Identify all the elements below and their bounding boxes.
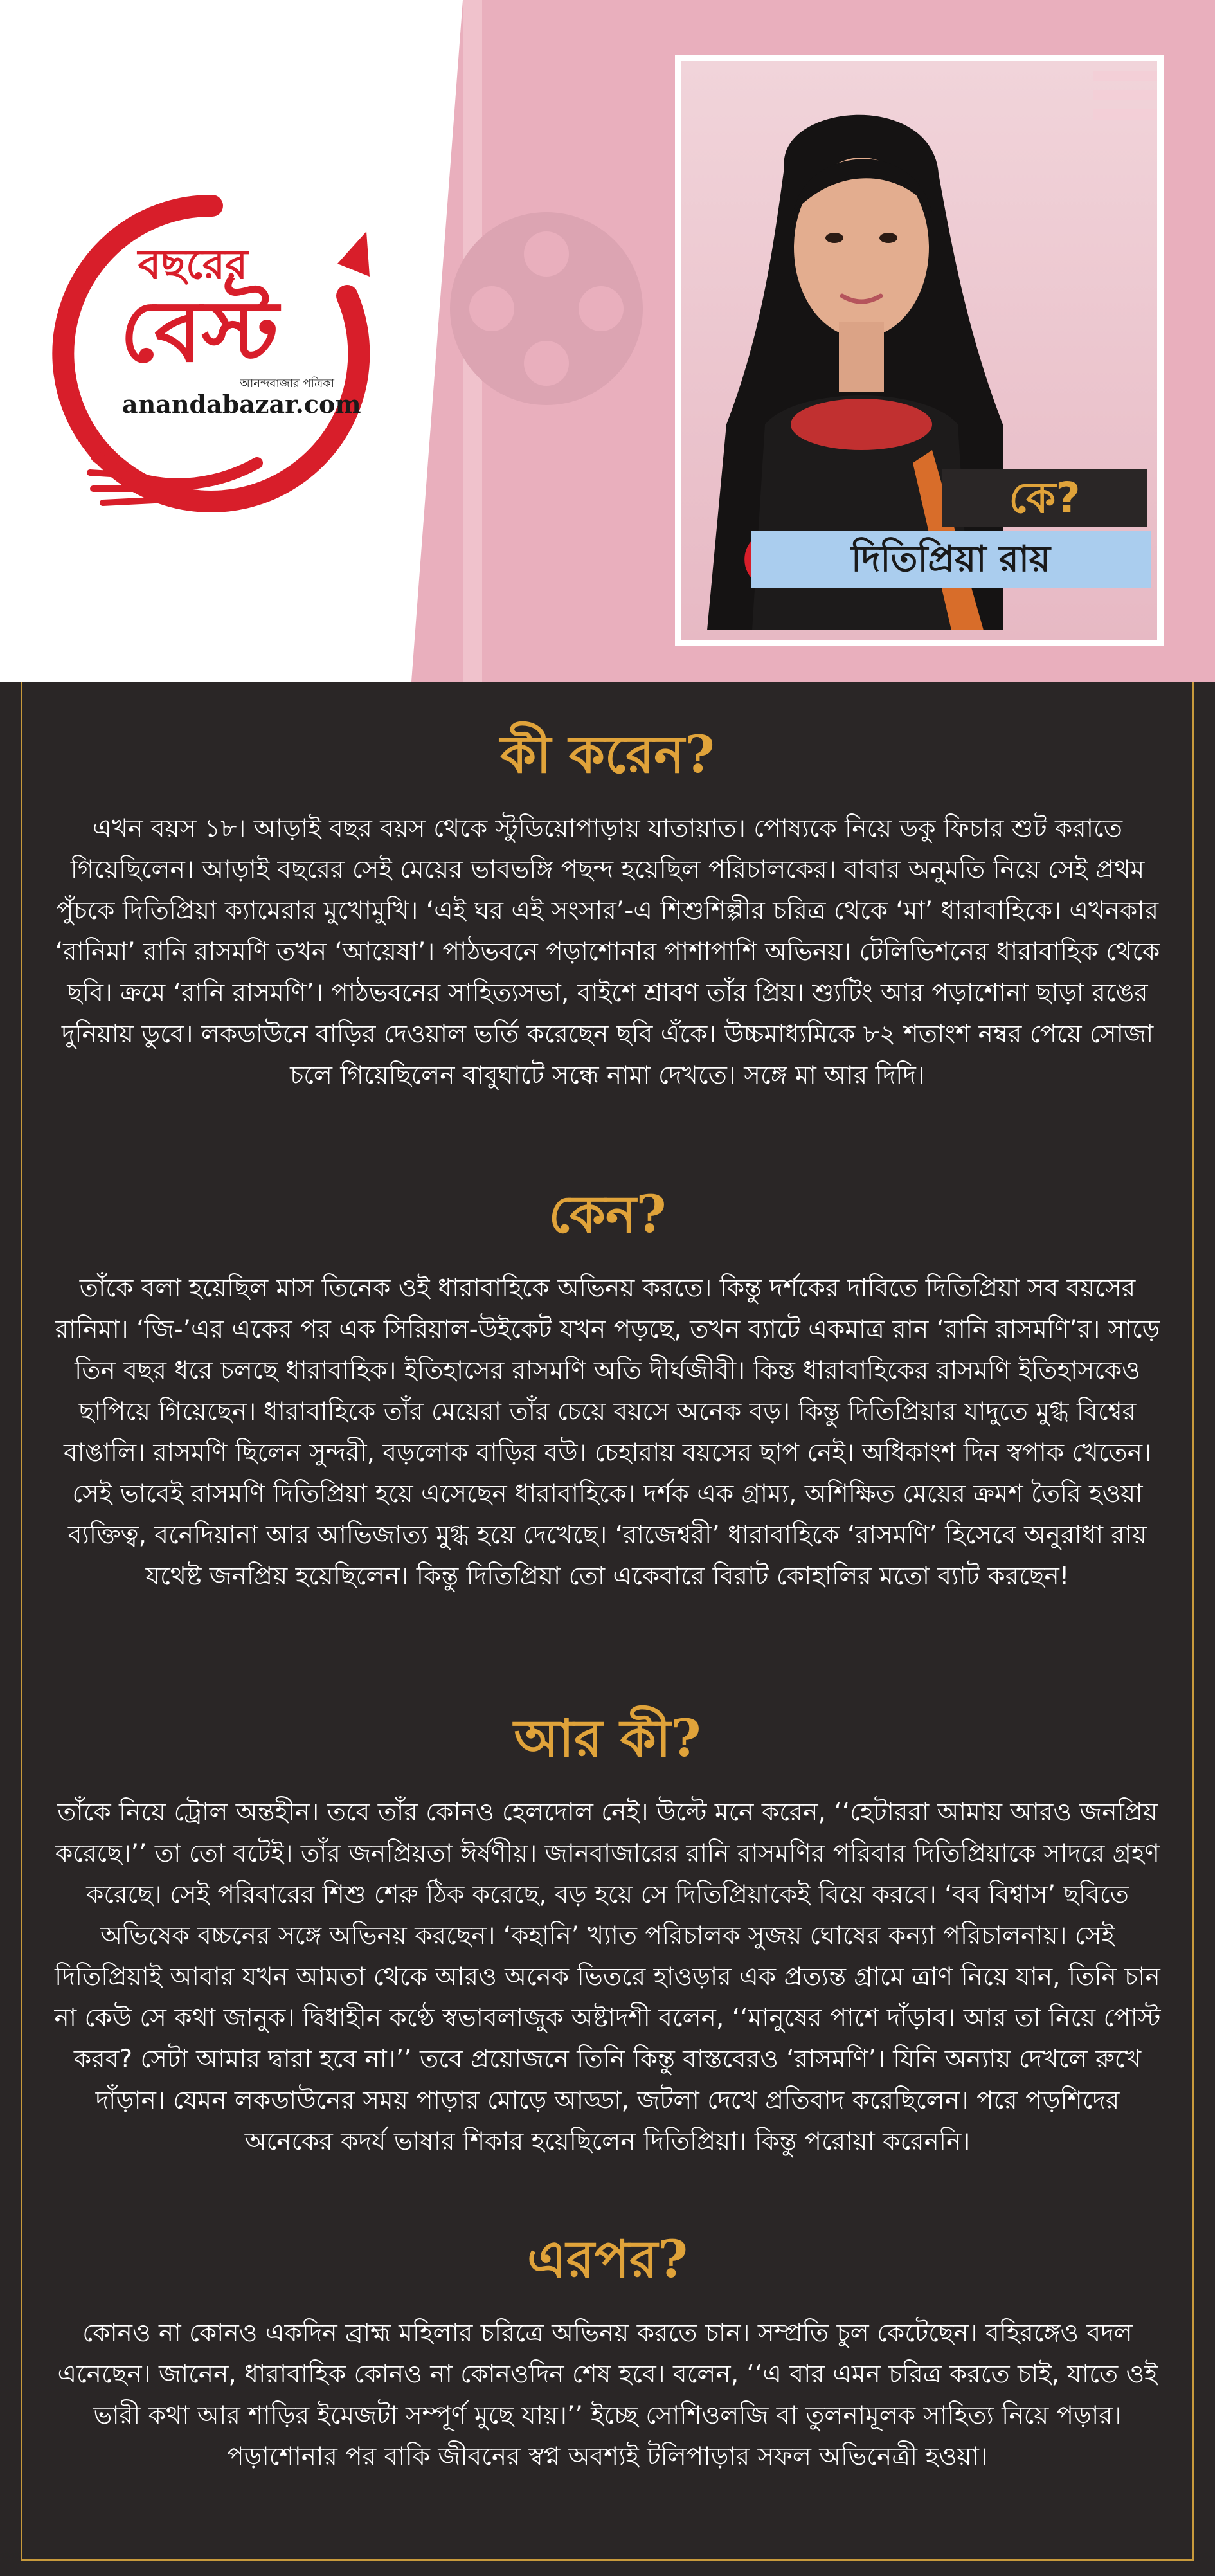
section-what-does: [51, 723, 1164, 1096]
film-reel-icon: [450, 212, 643, 405]
header-banner: [0, 0, 1215, 682]
section-heading: কেন?: [548, 1184, 667, 1244]
section-heading: কী করেন?: [500, 724, 715, 785]
section-heading: আর কী?: [514, 1708, 701, 1768]
question-tag: কে?: [942, 469, 1148, 527]
section-next: [51, 2228, 1164, 2478]
section-body: কোনও না কোনও একদিন ব্রাহ্ম মহিলার চরিত্রে অভিনয় করতে চান। সম্প্রতি চুল কেটেছেন। বহিরঙ্গেও বদল এনেছেন। জানেন, ধারাবাহিক কোনও না কোনওদিন শেষ হবে। বলেন, ‘‘এ বার এমন চরিত্র করতে চাই, যাতে ওই ভারী কথা আর শাড়ির ইমেজটা সম্পূর্ণ মুছে যায়।’’ ইচ্ছে সোশিওলজি বা তুলনামূলক সাহিত্য নিয়ে পড়ার। পড়াশোনার পর বাকি জীবনের স্বপ্ন অবশ্যই টলিপাড়ার সফল অভিনেত্রী হওয়া।: [57, 2319, 1158, 2471]
logo-domain: anandabazar.com: [122, 390, 361, 419]
section-why: [51, 1183, 1164, 1597]
logo-text-main: বেস্ট: [120, 282, 279, 381]
person-name: দিতিপ্রিয়া রায়: [751, 531, 1151, 588]
section-body: এখন বয়স ১৮। আড়াই বছর বয়স থেকে স্টুডিয়োপাড়ায় যাতায়াত। পোষ্যকে নিয়ে ডকু ফিচার শুট করাতে গিয়েছিলেন। আড়াই বছরের সেই মেয়ের ভাবভঙ্গি পছন্দ হয়েছিল পরিচালকের। বাবার অনুমতি নিয়ে সেই প্রথম পুঁচকে দিতিপ্রিয়া ক্যামেরার মুখোমুখি। ‘এই ঘর এই সংসার’-এ শিশুশিল্পীর চরিত্র থেকে ‘মা’ ধারাবাহিকে। এখনকার ‘রানিমা’ রানি রাসমণি তখন ‘আয়েষা’। পাঠভবনে পড়াশোনার পাশাপাশি অভিনয়। টেলিভিশনের ধারাবাহিক থেকে ছবি। ক্রমে ‘রানি রাসমণি’। পাঠভবনের সাহিত্যসভা, বাইশে শ্রাবণ তাঁর প্রিয়। শ্যুটিং আর পড়াশোনা ছাড়া রঙের দুনিয়ায় ডুবে। লকডাউনে বাড়ির দেওয়াল ভর্তি করেছেন ছবি এঁকে। উচ্চমাধ্যমিকে ৮২ শতাংশ নম্বর পেয়ে সোজা চলে গিয়েছিলেন বাবুঘাটে সন্ধে নামা দেখতে। সঙ্গে মা আর দিদি।: [55, 814, 1160, 1090]
section-heading: এরপর?: [526, 2229, 688, 2289]
section-what-else: [51, 1707, 1164, 2163]
name-tag: [733, 531, 1151, 588]
logo-publisher: আনন্দবাজার পত্রিকা: [240, 377, 334, 390]
film-strip-icon: [1093, 71, 1157, 148]
section-body: তাঁকে বলা হয়েছিল মাস তিনেক ওই ধারাবাহিকে অভিনয় করতে। কিন্তু দর্শকের দাবিতে দিতিপ্রিয়া সব বয়সের রানিমা। ‘জি-’এর একের পর এক সিরিয়াল-উইকেট যখন পড়ছে, তখন ব্যাটে একমাত্র রান ‘রানি রাসমণি’র। সাড়ে তিন বছর ধরে চলছে ধারাবাহিক। ইতিহাসের রাসমণি অতি দীর্ঘজীবী। কিন্ত ধারাবাহিকের রাসমণি ইতিহাসকেও ছাপিয়ে গিয়েছেন। ধারাবাহিকে তাঁর মেয়েরা তাঁর চেয়ে বয়সে অনেক বড়। কিন্তু দিতিপ্রিয়ার যাদুতে মুগ্ধ বিশ্বের বাঙালি। রাসমণি ছিলেন সুন্দরী, বড়লোক বাড়ির বউ। চেহারায় বয়সের ছাপ নেই। অধিকাংশ দিন স্বপাক খেতেন। সেই ভাবেই রাসমণি দিতিপ্রিয়া হয়ে এসেছেন ধারাবাহিকে। দর্শক এক গ্রাম্য, অশিক্ষিত মেয়ের ক্রমশ তৈরি হওয়া ব্যক্তিত্ব, বনেদিয়ানা আর আভিজাত্য মুগ্ধ হয়ে দেখেছে। ‘রাজেশ্বরী’ ধারাবাহিকে ‘রাসমণি’ হিসেবে অনুরাধা রায় যথেষ্ট জনপ্রিয় হয়েছিলেন। কিন্তু দিতিপ্রিয়া তো একেবারে বিরাট কোহালির মতো ব্যাট করছেন!: [55, 1274, 1160, 1591]
section-body: তাঁকে নিয়ে ট্রোল অন্তহীন। তবে তাঁর কোনও হেলদোল নেই। উল্টে মনে করেন, ‘‘হেটাররা আমায় আরও জনপ্রিয় করেছে।’’ তা তো বটেই। তাঁর জনপ্রিয়তা ঈর্ষণীয়। জানবাজারের রানি রাসমণির পরিবার দিতিপ্রিয়াকে সাদরে গ্রহণ করেছে। সেই পরিবারের শিশু শেরু ঠিক করেছে, বড় হয়ে সে দিতিপ্রিয়াকেই বিয়ে করবে। ‘বব বিশ্বাস’ ছবিতে অভিষেক বচ্চনের সঙ্গে অভিনয় করছেন। ‘কহানি’ খ্যাত পরিচালক সুজয় ঘোষের কন্যা পরিচালনায়। সেই দিতিপ্রিয়াই আবার যখন আমতা থেকে আরও অনেক ভিতরে হাওড়ার এক প্রত্যন্ত গ্রামে ত্রাণ নিয়ে যান, তিনি চান না কেউ সে কথা জানুক। দ্বিধাহীন কণ্ঠে স্বভাবলাজুক অষ্টাদশী বলেন, ‘‘মানুষের পাশে দাঁড়াব। আর তা নিয়ে পোস্ট করব? সেটা আমার দ্বারা হবে না।’’ তবে প্রয়োজনে তিনি কিন্তু বাস্তবেরও ‘রাসমণি’। যিনি অন্যায় দেখলে রুখে দাঁড়ান। যেমন লকডাউনের সময় পাড়ার মোড়ে আড্ডা, জটলা দেখে প্রতিবাদ করেছিলেন। পরে পড়শিদের অনেকের কদর্য ভাষার শিকার হয়েছিলেন দিতিপ্রিয়া। কিন্তু পরোয়া করেননি।: [54, 1798, 1161, 2156]
logo-text-top: বছরের: [138, 241, 248, 289]
